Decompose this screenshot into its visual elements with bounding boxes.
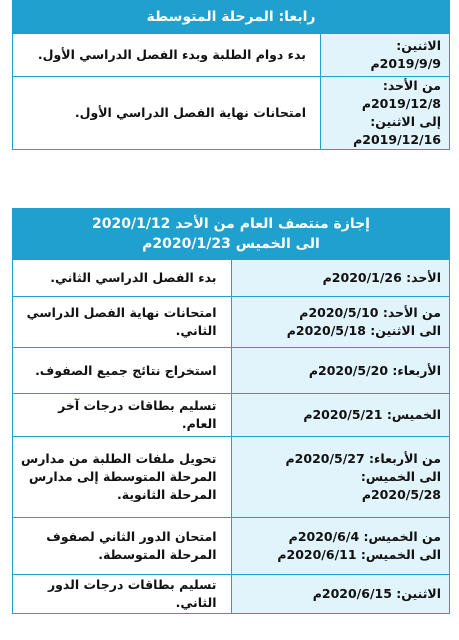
event-cell: تسليم بطاقات درجات آخر العام. xyxy=(13,394,232,437)
date-cell xyxy=(231,348,450,394)
date-line: إلى الاثنين: 2019/12/16م xyxy=(353,114,441,147)
date-line: من الأحد: 2020/5/10م xyxy=(299,305,441,320)
date-cell xyxy=(321,34,450,77)
table-row xyxy=(13,297,450,348)
date-line: الاثنين: 2020/6/15م xyxy=(312,586,441,601)
table-row xyxy=(13,518,450,575)
table-row xyxy=(13,437,450,518)
table-row xyxy=(13,394,450,437)
section-title-line: الى الخميس 2020/1/23م xyxy=(142,236,320,252)
date-cell xyxy=(231,260,450,297)
section-title: رابعا: المرحلة المتوسطة xyxy=(13,1,450,34)
section-title xyxy=(13,209,450,260)
middle-stage-table xyxy=(12,0,450,150)
table-row xyxy=(13,575,450,614)
event-cell: تحويل ملفات الطلبة من مدارس المرحلة المتوسطة إلى مدارس المرحلة الثانوية. xyxy=(13,437,232,518)
date-cell xyxy=(231,437,450,518)
date-cell xyxy=(231,518,450,575)
date-line: الخميس: 2020/5/21م xyxy=(303,407,441,422)
date-line: الى الاثنين: 2020/5/18م xyxy=(286,323,441,338)
date-line: الأحد: 2020/1/26م xyxy=(322,270,441,285)
date-line: من الأربعاء: 2020/5/27م xyxy=(285,451,441,466)
event-cell: بدء الفصل الدراسي الثاني. xyxy=(13,260,232,297)
date-line: الى الخميس: xyxy=(360,469,441,484)
event-cell: امتحانات نهاية الفصل الدراسي الأول. xyxy=(13,77,321,150)
event-cell: تسليم بطاقات درجات الدور الثاني. xyxy=(13,575,232,614)
event-cell: امتحانات نهاية الفصل الدراسي الثاني. xyxy=(13,297,232,348)
section-title-line: إجازة منتصف العام من الأحد 2020/1/12 xyxy=(92,216,370,232)
table-row xyxy=(13,34,450,77)
date-line: 2020/5/28م xyxy=(361,487,441,502)
table-row xyxy=(13,348,450,394)
date-line: الى الخميس: 2020/6/11م xyxy=(277,547,441,562)
date-cell xyxy=(231,297,450,348)
event-cell: استخراج نتائج جميع الصفوف. xyxy=(13,348,232,394)
section-header xyxy=(13,1,450,34)
event-cell: امتحان الدور الثاني لصفوف المرحلة المتوسطة. xyxy=(13,518,232,575)
date-line: من الأحد: 2019/12/8م xyxy=(361,78,441,111)
date-cell xyxy=(231,575,450,614)
event-cell: بدء دوام الطلبة وبدء الفصل الدراسي الأول. xyxy=(13,34,321,77)
table-row xyxy=(13,260,450,297)
holiday-and-second-term-table xyxy=(12,208,450,614)
date-line: الاثنين: 2019/9/9م xyxy=(370,38,441,71)
date-line: من الخميس: 2020/6/4م xyxy=(288,529,441,544)
date-line: الأربعاء: 2020/5/20م xyxy=(308,362,441,378)
date-cell xyxy=(231,394,450,437)
section-header xyxy=(13,209,450,260)
date-cell xyxy=(321,77,450,150)
table-row xyxy=(13,77,450,150)
